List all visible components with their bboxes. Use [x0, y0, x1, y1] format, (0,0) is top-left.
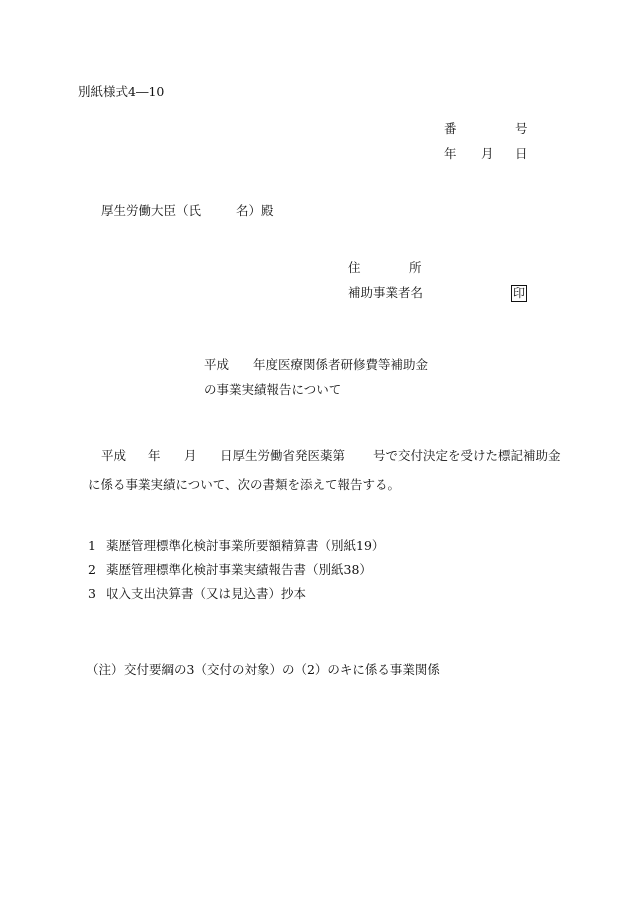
title-line1: 年度医療関係者研修費等補助金 — [253, 357, 429, 372]
body-line2: に係る事業実績について、次の書類を添えて報告する。 — [88, 477, 401, 492]
seal-mark — [511, 285, 527, 302]
addressee-suffix: 名）殿 — [236, 203, 274, 218]
number-go: 号 — [515, 121, 528, 136]
date-month: 月 — [481, 146, 494, 161]
body-year: 年 — [148, 448, 161, 463]
address-label-1: 住 — [348, 260, 361, 275]
address-label-2: 所 — [409, 260, 422, 275]
attachment-number: 2 — [88, 562, 96, 577]
applicant-name-label: 補助事業者名 — [348, 285, 424, 300]
attachment-item: 薬歴管理標準化検討事業実績報告書（別紙38） — [106, 562, 372, 577]
note-text: 交付要綱の3（交付の対象）の（2）のキに係る事業関係 — [124, 662, 440, 677]
body-era: 平成 — [101, 448, 127, 463]
addressee-prefix: 厚生労働大臣（氏 — [101, 203, 202, 218]
attachment-number: 3 — [88, 586, 96, 601]
date-day: 日 — [515, 146, 528, 161]
seal-box: 印 — [513, 286, 526, 300]
number-ban: 番 — [444, 121, 457, 136]
attachment-item: 収入支出決算書（又は見込書）抄本 — [106, 586, 307, 601]
date-year: 年 — [444, 146, 457, 161]
title-line2: の事業実績報告について — [204, 382, 342, 397]
attachment-number: 1 — [88, 538, 96, 553]
body-text-b: 号で交付決定を受けた標記補助金 — [373, 448, 561, 463]
attachment-item: 薬歴管理標準化検討事業所要額精算書（別紙19） — [106, 538, 385, 553]
body-text-a: 日厚生労働省発医薬第 — [220, 448, 346, 463]
title-era: 平成 — [204, 357, 230, 372]
note-label: （注） — [86, 662, 124, 677]
body-month: 月 — [184, 448, 197, 463]
form-number: 別紙様式4―10 — [78, 84, 165, 99]
